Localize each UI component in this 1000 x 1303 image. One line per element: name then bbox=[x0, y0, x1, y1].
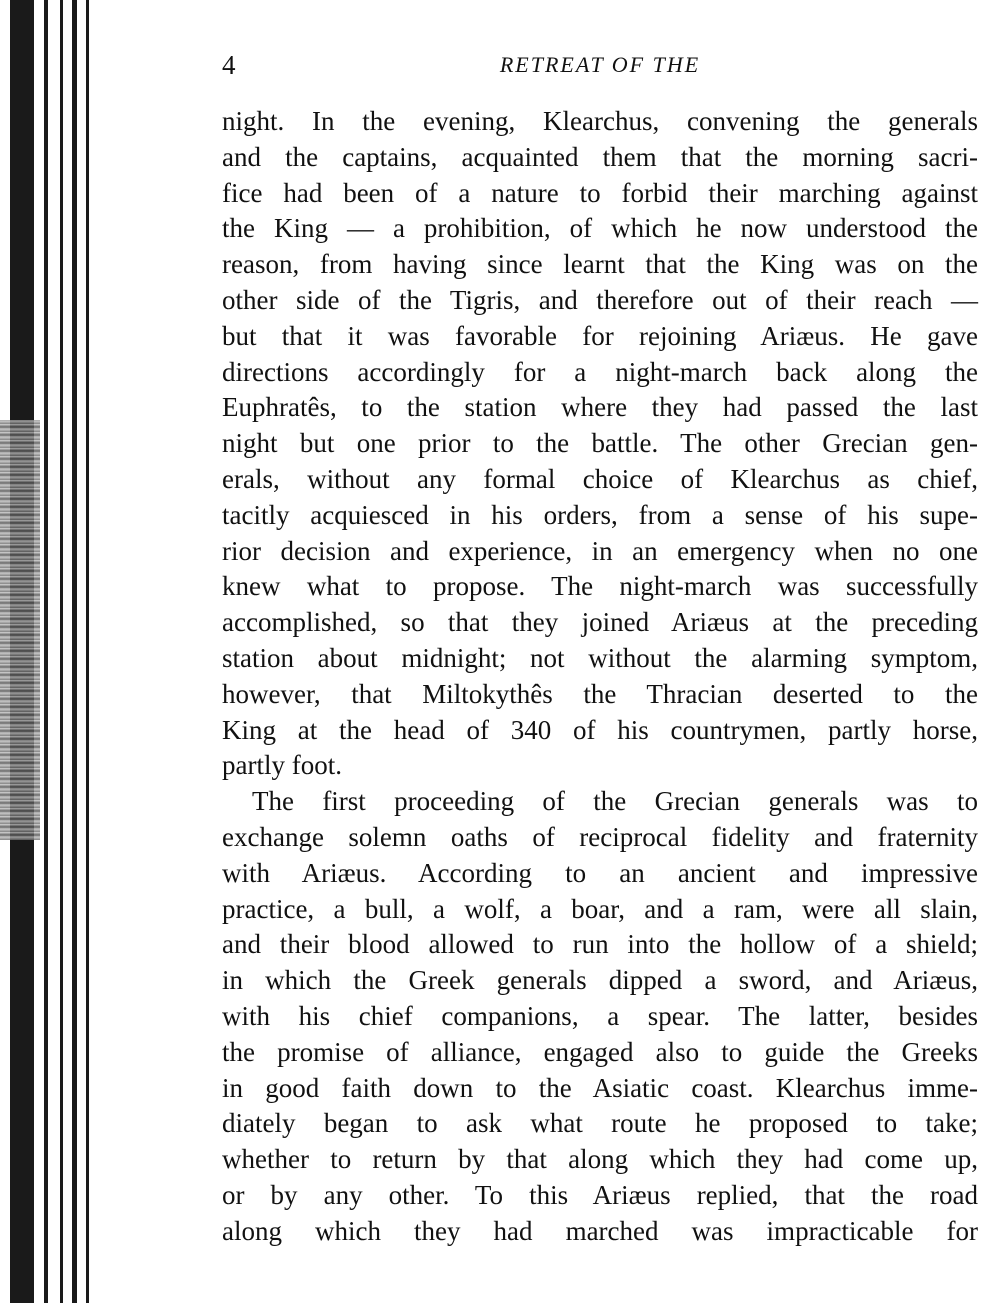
body-text bbox=[222, 104, 978, 1250]
text-line: in which the Greek generals dipped a sword, and Ariæus, bbox=[222, 965, 978, 996]
book-binding-edge bbox=[0, 0, 100, 1303]
text-line: the King — a prohibition, of which he now understood the bbox=[222, 213, 978, 244]
text-line: however, that Miltokythês the Thracian deserted to the bbox=[222, 678, 978, 709]
text-line: rior decision and experience, in an emergency when no one bbox=[222, 535, 978, 566]
text-line: with Ariæus. According to an ancient and impressive bbox=[222, 857, 978, 888]
text-line: the promise of alliance, engaged also to guide the Greeks bbox=[222, 1036, 978, 1067]
text-line: along which they had marched was impracticable for bbox=[222, 1215, 978, 1246]
text-line: night. In the evening, Klearchus, convening the generals bbox=[222, 106, 978, 136]
page-number: 4 bbox=[222, 50, 236, 80]
text-line: partly foot. bbox=[222, 750, 342, 781]
text-line: King at the head of 340 of his countrymen, partly horse, bbox=[222, 714, 978, 745]
text-line: with his chief companions, a spear. The latter, besides bbox=[222, 1000, 978, 1031]
text-line: knew what to propose. The night-march was successfully bbox=[222, 571, 978, 602]
text-line: other side of the Tigris, and therefore out of their reach — bbox=[222, 284, 978, 315]
running-title: RETREAT OF THE bbox=[499, 52, 701, 77]
text-line: station about midnight; not without the alarming symptom, bbox=[222, 642, 978, 673]
text-line: exchange solemn oaths of reciprocal fidelity and fraternity bbox=[222, 821, 978, 852]
text-line: and their blood allowed to run into the hollow of a shield; bbox=[222, 929, 978, 960]
text-line: practice, a bull, a wolf, a boar, and a ram, were all slain, bbox=[222, 893, 978, 924]
text-line: or by any other. To this Ariæus replied, that the road bbox=[222, 1179, 978, 1210]
text-line: tacitly acquiesced in his orders, from a sense of his supe- bbox=[222, 499, 978, 530]
text-line: fice had been of a nature to forbid their marching against bbox=[222, 177, 978, 208]
text-line: but that it was favorable for rejoining Ariæus. He gave bbox=[222, 320, 978, 351]
text-line: night but one prior to the battle. The other Grecian gen- bbox=[222, 428, 978, 459]
text-line: in good faith down to the Asiatic coast. Klearchus imme- bbox=[222, 1072, 978, 1103]
text-line: and the captains, acquainted them that the morning sacri- bbox=[222, 141, 978, 172]
text-line: erals, without any formal choice of Klearchus as chief, bbox=[222, 463, 978, 494]
running-head bbox=[222, 50, 978, 80]
text-line: reason, from having since learnt that the King was on the bbox=[222, 249, 978, 280]
paragraph-start-line: The first proceeding of the Grecian generals was to bbox=[252, 786, 978, 817]
text-line: accomplished, so that they joined Ariæus at the preceding bbox=[222, 607, 978, 638]
text-line: diately began to ask what route he proposed to take; bbox=[222, 1108, 978, 1139]
text-line: whether to return by that along which they had come up, bbox=[222, 1144, 978, 1175]
text-line: directions accordingly for a night-march back along the bbox=[222, 356, 978, 387]
text-line: Euphratês, to the station where they had passed the last bbox=[222, 392, 978, 423]
